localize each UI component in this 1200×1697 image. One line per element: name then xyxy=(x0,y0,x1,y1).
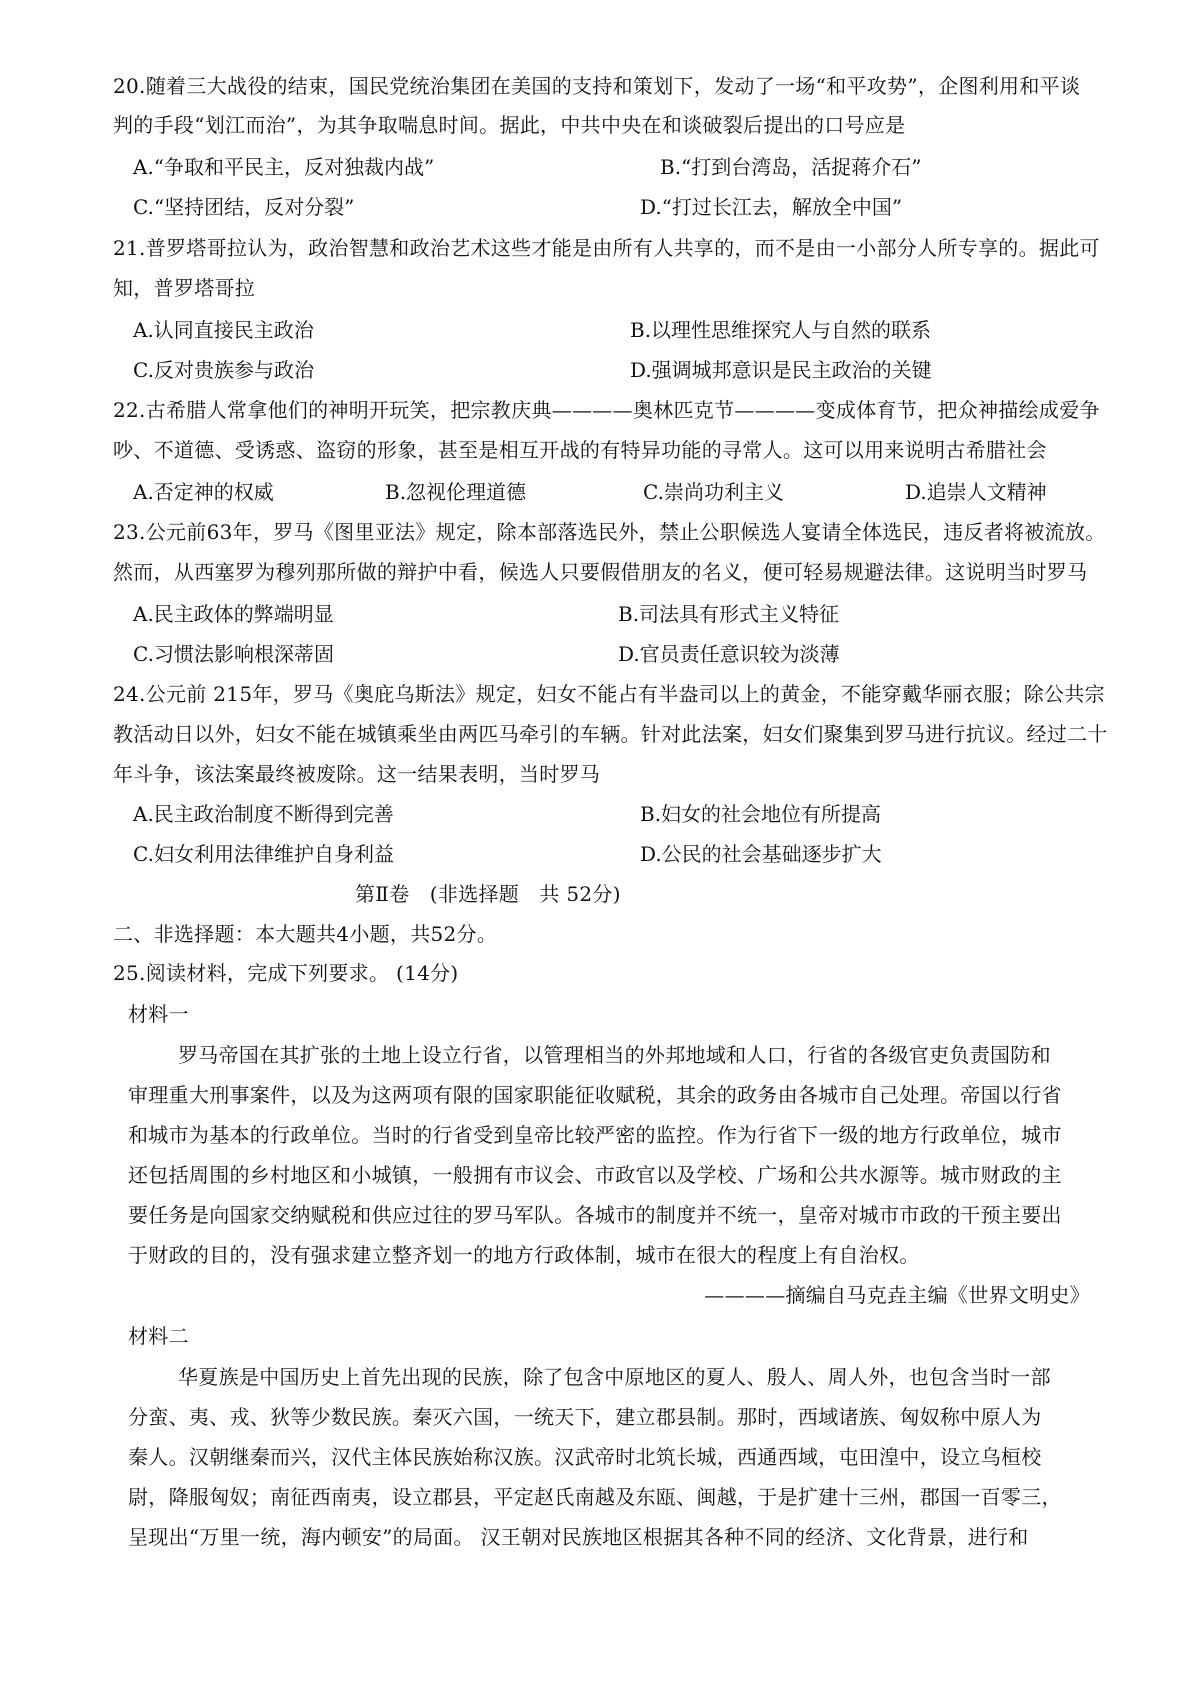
q20-stem-line1: 20.随着三大战役的结束，国民党统治集团在美国的支持和策划下，发动了一场“和平攻势”，企图利用和平谈 xyxy=(113,74,1081,98)
q21-stem-line1: 21.普罗塔哥拉认为，政治智慧和政治艺术这些才能是由所有人共享的，而不是由一小部分人所专享的。据此可 xyxy=(113,236,1100,260)
q21-option-d: D.强调城邦意识是民主政治的关键 xyxy=(630,358,932,382)
q20-option-a: A.“争取和平民主，反对独裁内战” xyxy=(133,155,435,179)
q23-option-a: A.民主政体的弊端明显 xyxy=(133,602,334,626)
q22-stem-line2: 吵、不道德、受诱惑、盗窃的形象，甚至是相互开战的有特异功能的寻常人。这可以用来说明古希腊社会 xyxy=(113,438,1047,462)
q20-option-c: C.“坚持团结，反对分裂” xyxy=(133,195,355,219)
q21-option-b: B.以理性思维探究人与自然的联系 xyxy=(630,318,932,342)
q22-option-b: B.忽视伦理道德 xyxy=(385,480,527,504)
q20-stem-line2: 判的手段“划江而治”，为其争取喘息时间。据此，中共中央在和谈破裂后提出的口号应是 xyxy=(113,113,906,137)
q22-stem-line1: 22.古希腊人常拿他们的神明开玩笑，把宗教庆典————奥林匹克节————变成体育节，把众神描绘成爱争 xyxy=(113,398,1100,422)
q22-option-c: C.崇尚功利主义 xyxy=(643,480,784,504)
q25-material2-line: 秦人。汉朝继秦而兴，汉代主体民族始称汉族。汉武帝时北筑长城，西通西域，屯田湟中，设立乌桓校 xyxy=(128,1445,1042,1469)
q25-material2-line: 分蛮、夷、戎、狄等少数民族。秦灭六国，一统天下，建立郡县制。那时，西域诸族、匈奴称中原人为 xyxy=(128,1405,1042,1429)
q25-material2-label: 材料二 xyxy=(128,1324,189,1348)
q25-material2-line: 呈现出“万里一统，海内顿安”的局面。 汉王朝对民族地区根据其各种不同的经济、文化背景，进行和 xyxy=(128,1525,1029,1549)
q25-material1-source: ————摘编自马克垚主编《世界文明史》 xyxy=(704,1283,1090,1307)
q24-option-b: B.妇女的社会地位有所提高 xyxy=(640,802,882,826)
q25-material1-line: 还包括周围的乡村地区和小城镇，一般拥有市议会、市政官以及学校、广场和公共水源等。城市财政的主 xyxy=(128,1163,1062,1187)
q20-option-b: B.“打到台湾岛，活捉蒋介石” xyxy=(660,155,922,179)
q25-material1-line: 审理重大刑事案件，以及为这两项有限的国家职能征收赋税，其余的政务由各城市自己处理。帝国以行省 xyxy=(128,1083,1062,1107)
q25-material1-line: 要任务是向国家交纳赋税和供应过往的罗马军队。各城市的制度并不统一，皇帝对城市市政的干预主要出 xyxy=(128,1203,1062,1227)
q20-option-d: D.“打过长江去，解放全中国” xyxy=(640,195,903,219)
q25-material1-line: 和城市为基本的行政单位。当时的行省受到皇帝比较严密的监控。作为行省下一级的地方行政单位，城市 xyxy=(128,1123,1062,1147)
q23-option-d: D.官员责任意识较为淡薄 xyxy=(618,642,840,666)
q25-material1-line: 罗马帝国在其扩张的土地上设立行省，以管理相当的外邦地域和人口，行省的各级官吏负责国防和 xyxy=(178,1043,1051,1067)
section2-title: 第Ⅱ卷 (非选择题 共 52分) xyxy=(355,882,621,906)
q24-option-c: C.妇女利用法律维护自身利益 xyxy=(133,842,394,866)
q22-option-d: D.追崇人文精神 xyxy=(905,480,1047,504)
q23-option-c: C.习惯法影响根深蒂固 xyxy=(133,642,334,666)
q23-stem-line2: 然而，从西塞罗为穆列那所做的辩护中看，候选人只要假借朋友的名义，便可轻易规避法律。这说明当时罗马 xyxy=(113,560,1088,584)
q23-option-b: B.司法具有形式主义特征 xyxy=(618,602,840,626)
q25-material2-line: 尉，降服匈奴；南征西南夷，设立郡县，平定赵氏南越及东瓯、闽越，于是扩建十三州，郡国一百零三， xyxy=(128,1485,1062,1509)
q25-stem: 25.阅读材料，完成下列要求。 (14分) xyxy=(113,961,459,985)
q25-material2-line: 华夏族是中国历史上首先出现的民族，除了包含中原地区的夏人、殷人、周人外，也包含当时一部 xyxy=(178,1365,1051,1389)
q21-stem-line2: 知，普罗塔哥拉 xyxy=(113,276,256,300)
q23-stem-line1: 23.公元前63年，罗马《图里亚法》规定，除本部落选民外，禁止公职候选人宴请全体选民，违反者将被流放。 xyxy=(113,520,1106,544)
q25-material1-label: 材料一 xyxy=(128,1002,189,1026)
q24-stem-line2: 教活动日以外，妇女不能在城镇乘坐由两匹马牵引的车辆。针对此法案，妇女们聚集到罗马进行抗议。经过二十 xyxy=(113,722,1108,746)
q21-option-a: A.认同直接民主政治 xyxy=(133,318,314,342)
q24-stem-line3: 年斗争，该法案最终被废除。这一结果表明，当时罗马 xyxy=(113,762,601,786)
q24-stem-line1: 24.公元前 215年，罗马《奥庇乌斯法》规定，妇女不能占有半盎司以上的黄金，不能穿戴华丽衣服；除公共宗 xyxy=(113,682,1105,706)
section2-intro: 二、非选择题：本大题共4小题，共52分。 xyxy=(113,922,498,946)
q21-option-c: C.反对贵族参与政治 xyxy=(133,358,314,382)
q25-material1-line: 于财政的目的，没有强求建立整齐划一的地方行政体制，城市在很大的程度上有自治权。 xyxy=(128,1243,920,1267)
q22-option-a: A.否定神的权威 xyxy=(133,480,274,504)
q24-option-d: D.公民的社会基础逐步扩大 xyxy=(640,842,882,866)
q24-option-a: A.民主政治制度不断得到完善 xyxy=(133,802,394,826)
